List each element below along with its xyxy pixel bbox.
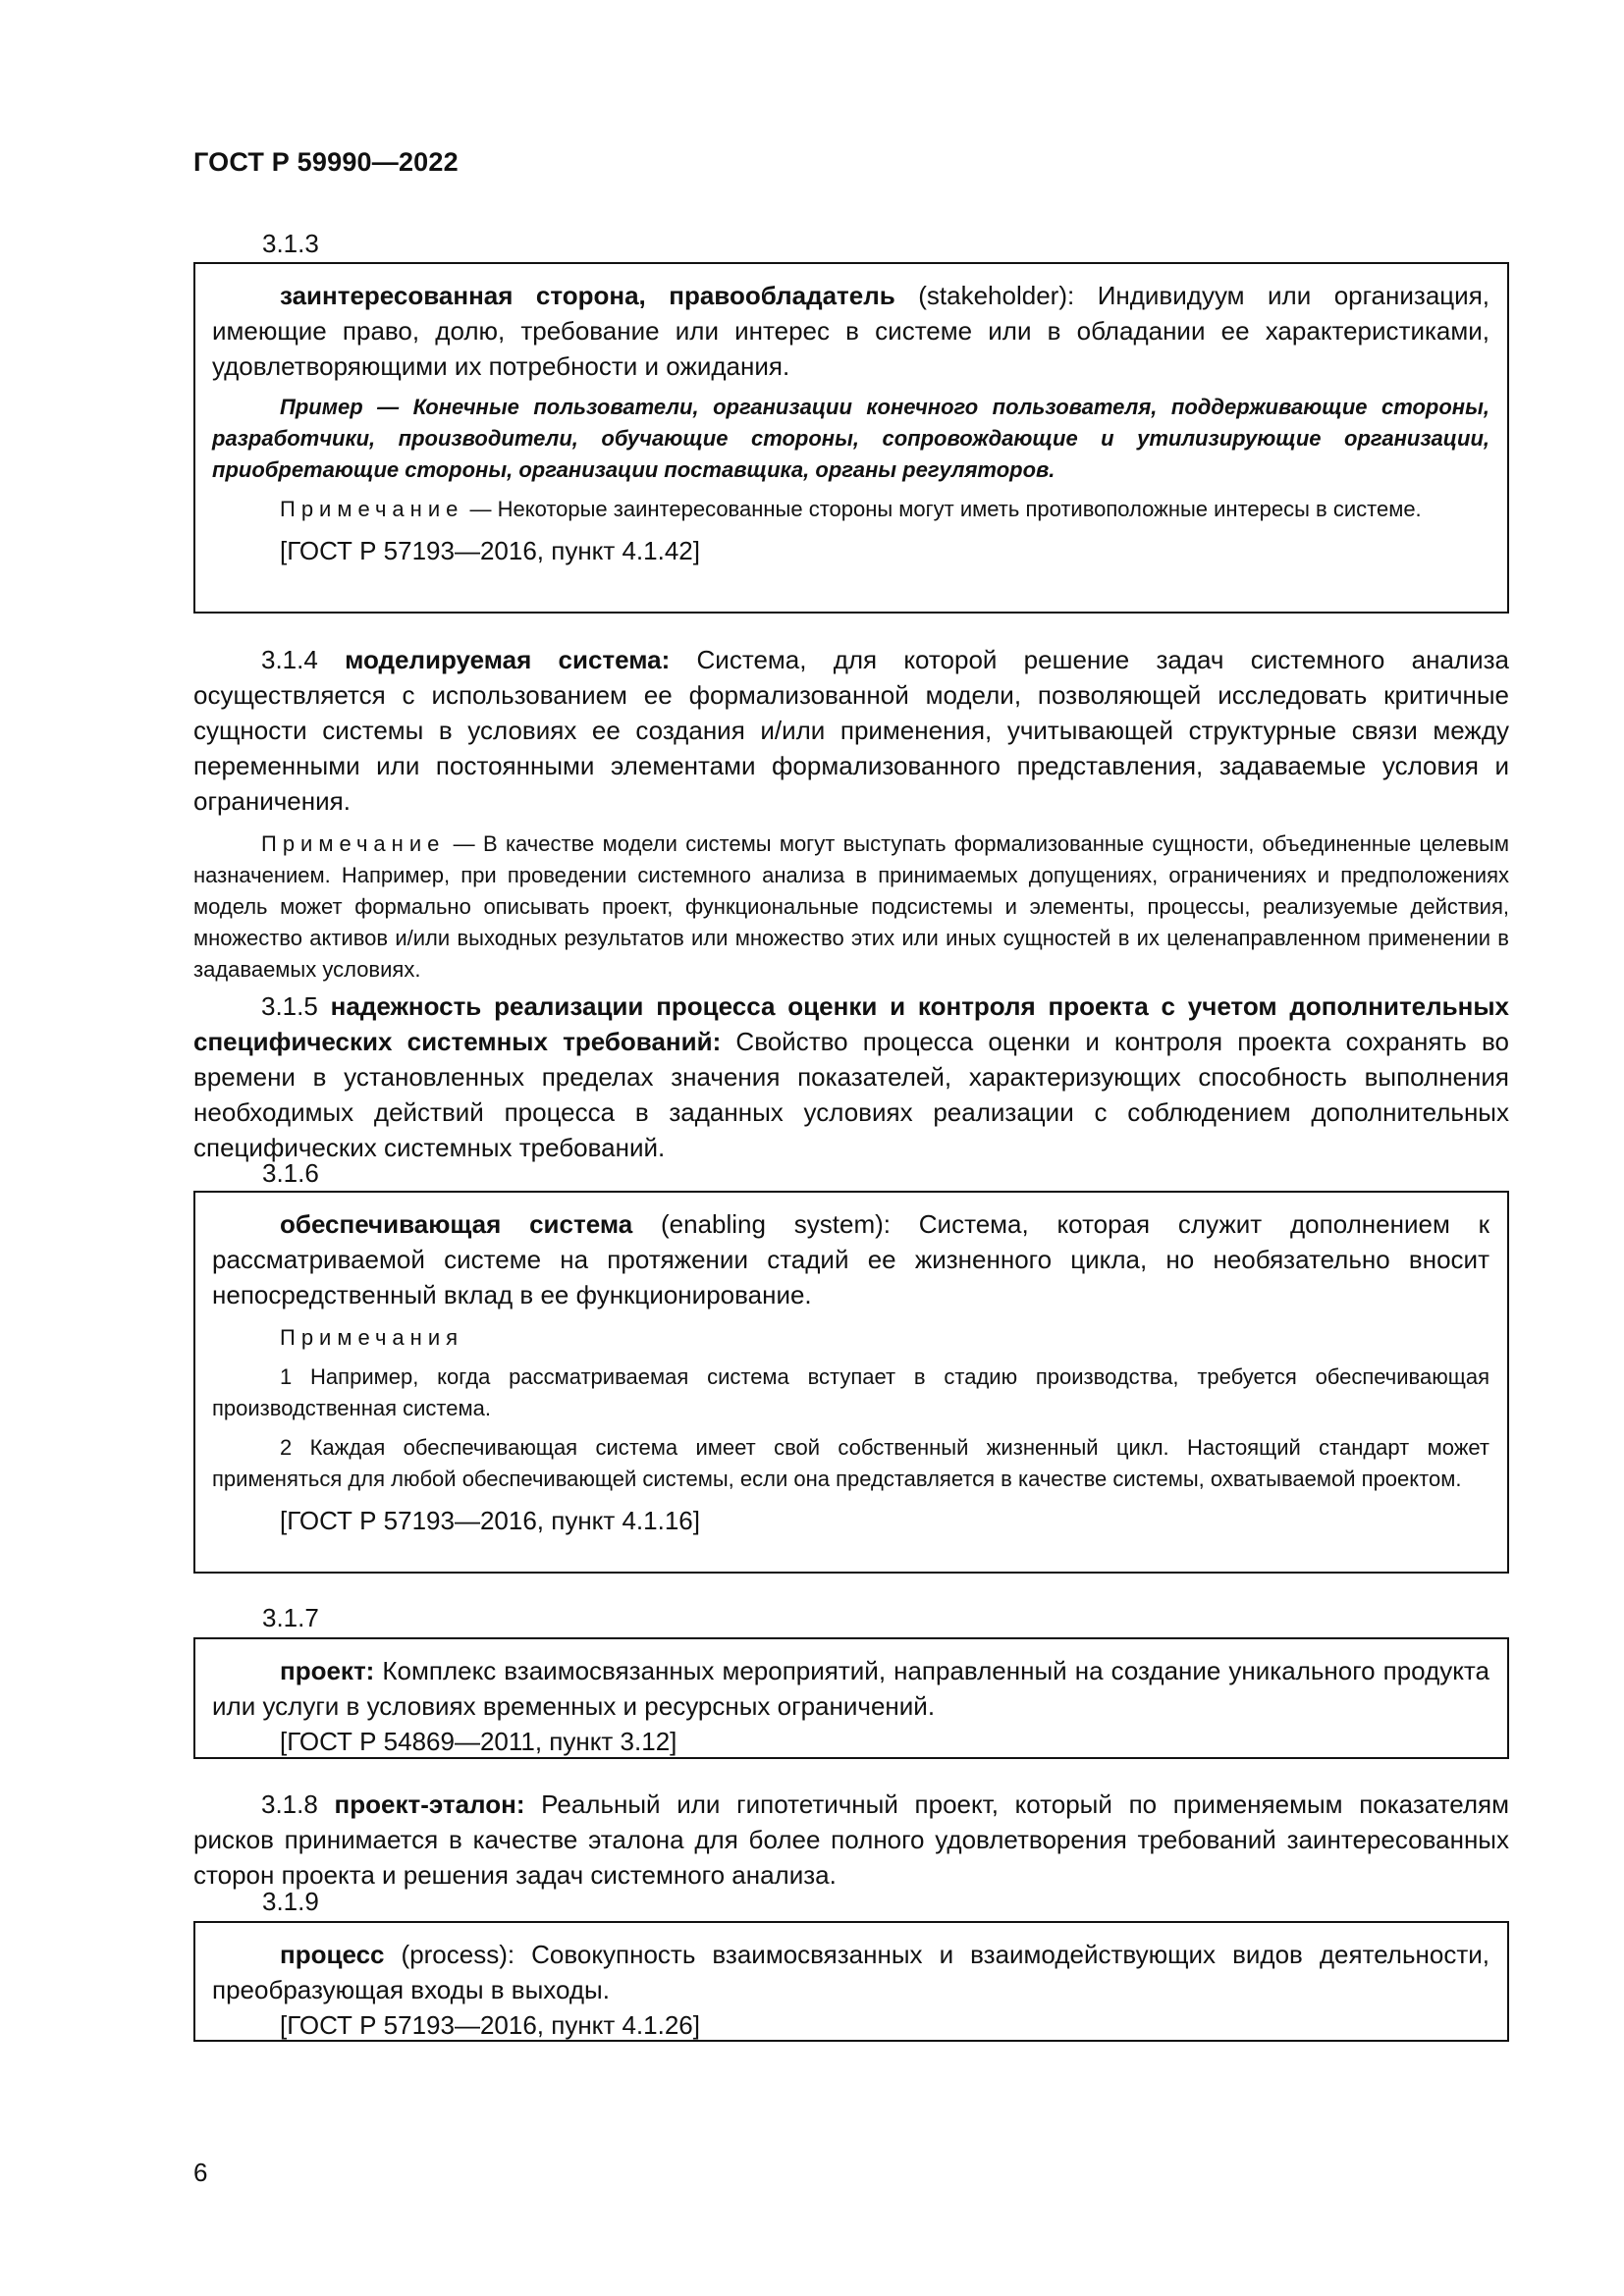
clause-number-3-1-8: 3.1.8 <box>261 1789 318 1819</box>
term-3-1-4: моделируемая система: <box>345 645 671 674</box>
standard-header: ГОСТ Р 59990—2022 <box>193 147 459 177</box>
note-label-3-1-3: Примечание <box>280 497 464 521</box>
clause-3-1-4 <box>193 642 1509 986</box>
definition-box-3-1-9 <box>193 1921 1509 2042</box>
definition-3-1-7 <box>212 1653 1489 1724</box>
clause-3-1-8 <box>193 1787 1509 1893</box>
note-3-1-4 <box>193 828 1509 986</box>
definition-text-3-1-4: Система, для которой решение задач системного анализа осуществляется с использованием ее формализованной модели, позволяющей исследовать критичные сущности системы в условиях ее создания и/или применения, учитывающей структурные связи между переменными или постоянными элементами формализованного представления, задаваемые условия и ограничения. <box>193 645 1509 816</box>
definition-box-3-1-3 <box>193 262 1509 614</box>
clause-number-3-1-5: 3.1.5 <box>261 991 318 1021</box>
term-3-1-7: проект: <box>280 1656 375 1685</box>
note-label-3-1-4: Примечание <box>261 831 446 856</box>
page-number: 6 <box>193 2158 208 2187</box>
clause-number-3-1-3: 3.1.3 <box>262 229 319 258</box>
term-3-1-6: обеспечивающая система <box>280 1209 633 1239</box>
clause-number-3-1-6: 3.1.6 <box>262 1158 319 1188</box>
note-text-3-1-4: — В качестве модели системы могут выступать формализованные сущности, объединенные целевым назначением. Например, при проведении системного анализа в принимаемых допущениях, ограничениях и предположениях модель может формально описывать проект, функциональные подсистемы и элементы, процессы, реализуемые действия, множество активов и/или выходных результатов или множество этих или иных сущностей в их целенаправленном применении в задаваемых условиях. <box>193 831 1509 982</box>
clause-number-3-1-9: 3.1.9 <box>262 1887 319 1916</box>
note2-3-1-6: 2 Каждая обеспечивающая система имеет свой собственный жизненный цикл. Настоящий стандарт может применяться для любой обеспечивающей системы, если она представляется в качестве системы, охватываемой проектом. <box>212 1435 1489 1491</box>
clause-number-3-1-4: 3.1.4 <box>261 645 318 674</box>
note1-3-1-6: 1 Например, когда рассматриваемая система вступает в стадию производства, требуется обеспечивающая производственная система. <box>212 1364 1489 1420</box>
definition-text-3-1-7: Комплекс взаимосвязанных мероприятий, направленный на создание уникального продукта или услуги в условиях временных и ресурсных ограничений. <box>212 1656 1489 1721</box>
definition-text-3-1-9: (process): Совокупность взаимосвязанных и взаимодействующих видов деятельности, преобразующая входы в выходы. <box>212 1940 1489 2004</box>
term-3-1-8: проект-эталон: <box>334 1789 525 1819</box>
definition-box-3-1-6 <box>193 1191 1509 1574</box>
reference-3-1-3: [ГОСТ Р 57193—2016, пункт 4.1.42] <box>280 536 700 565</box>
example-3-1-3: Пример — Конечные пользователи, организации конечного пользователя, поддерживающие стороны, разработчики, производители, обучающие стороны, сопровождающие и утилизирующие организации, приобретающие стороны, организации поставщика, органы регуляторов. <box>212 395 1489 482</box>
term-3-1-9: процесс <box>280 1940 385 1969</box>
definition-3-1-4 <box>193 642 1509 819</box>
term-3-1-3: заинтересованная сторона, правообладатель <box>280 281 895 310</box>
term-3-1-5: надежность реализации процесса оценки и контроля проекта с учетом дополнительных специфических системных требований: <box>193 991 1510 1056</box>
definition-3-1-5 <box>193 988 1509 1165</box>
definition-3-1-3 <box>212 278 1489 384</box>
definition-text-3-1-5: Свойство процесса оценки и контроля проекта сохранять во времени в установленных пределах значения показателей, характеризующих способность выполнения необходимых действий процесса в заданных условиях реализации с соблюдением дополнительных специфических системных требований. <box>193 1027 1509 1162</box>
reference-3-1-7: [ГОСТ Р 54869—2011, пункт 3.12] <box>280 1727 677 1756</box>
reference-3-1-6: [ГОСТ Р 57193—2016, пункт 4.1.16] <box>280 1506 700 1535</box>
definition-text-3-1-8: Реальный или гипотетичный проект, который по применяемым показателям рисков принимается в качестве эталона для более полного удовлетворения требований заинтересованных сторон проекта и решения задач системного анализа. <box>193 1789 1509 1890</box>
clause-3-1-5 <box>193 988 1509 1165</box>
notes-label-text-3-1-6: Примечания <box>280 1325 464 1350</box>
notes-label-3-1-6 <box>212 1322 1489 1354</box>
definition-text-3-1-3: (stakeholder): Индивидуум или организация, имеющие право, долю, требование или интерес в системе или в обладании ее характеристиками, удовлетворяющими их потребности и ожидания. <box>212 281 1489 381</box>
reference-3-1-9: [ГОСТ Р 57193—2016, пункт 4.1.26] <box>280 2010 700 2040</box>
definition-3-1-9 <box>212 1937 1489 2007</box>
clause-number-3-1-7: 3.1.7 <box>262 1603 319 1632</box>
definition-box-3-1-7 <box>193 1637 1509 1759</box>
note-text-3-1-3: — Некоторые заинтересованные стороны могут иметь противоположные интересы в системе. <box>463 497 1422 521</box>
definition-3-1-6 <box>212 1206 1489 1312</box>
definition-text-3-1-6: (enabling system): Система, которая служит дополнением к рассматриваемой системе на протяжении стадий ее жизненного цикла, но необязательно вносит непосредственный вклад в ее функционирование. <box>212 1209 1489 1309</box>
definition-3-1-8 <box>193 1787 1509 1893</box>
note-3-1-3 <box>212 494 1489 525</box>
